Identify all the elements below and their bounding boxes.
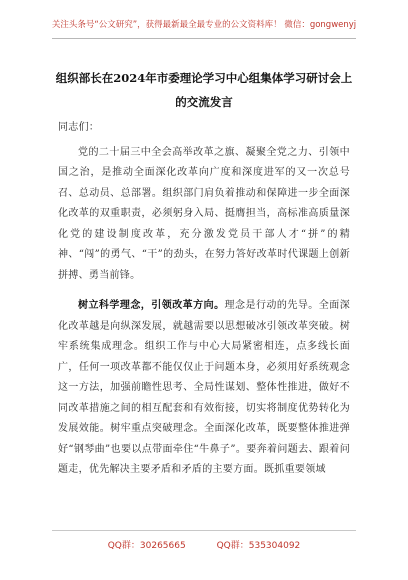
paragraph-2-lead: 树立科学理念，引领改革方向。 [78,300,225,311]
header-divider [52,38,356,39]
title-line-2: 的交流发言 [175,95,233,109]
paragraph-2-text: 理念是行动的先导。全面深化改革越是向纵深发展，就越需要以思想破冰引领改革突破。树牢系统集成理念。组织工作与中心大局紧密相连，点多线长面广，任何一项改革都不能仅仅止于问题本身，必须用好系统观念这一方法，加强前瞻性思考、全局性谋划、整体性推进，做好不同改革措施之间的相互配套和有效衔接，切实将制度优势转化为发展效能。树牢重点突破理念。全面深化改革，既要整体推进弹好“钢琴曲”也要以点带面牵住“牛鼻子”。要奔着问题去、跟着问题走，优先解决主要矛盾和矛盾的主要方面。既抓重要领域 [58,300,350,475]
title-line-1: 组织部长在2024年市委理论学习中心组集体学习研讨会上 [55,71,353,85]
paragraph-1: 党的二十届三中全会高举改革之旗、凝聚全党之力、引领中国之治，是推动全面深化改革向广度和深度进军的又一次总号召、总动员、总部署。组织部门肩负着推动和保障进一步全面深化改革的双重职责，必须躬身入局、挺膺担当，高标准高质量深化党的建设制度改革，充分激发党员干部人才“拼”的精神、“闯”的勇气、“干”的劲头，在努力答好改革时代课题上创新拼搏、勇当前锋。 [58,146,350,281]
header-notice: 关注头条号“公文研究”，获得最新最全最专业的公文资料库！ 微信：gongwenyj [51,20,357,30]
footer-divider [52,530,356,531]
document-body [58,118,350,481]
footer-qq-group-2: QQ群：535304092 [216,541,301,551]
greeting: 同志们： [58,122,100,133]
paragraph-2 [58,296,350,481]
footer-qq-group-1: QQ群：30265665 [107,541,186,551]
footer [0,538,408,551]
document-title [40,66,368,114]
